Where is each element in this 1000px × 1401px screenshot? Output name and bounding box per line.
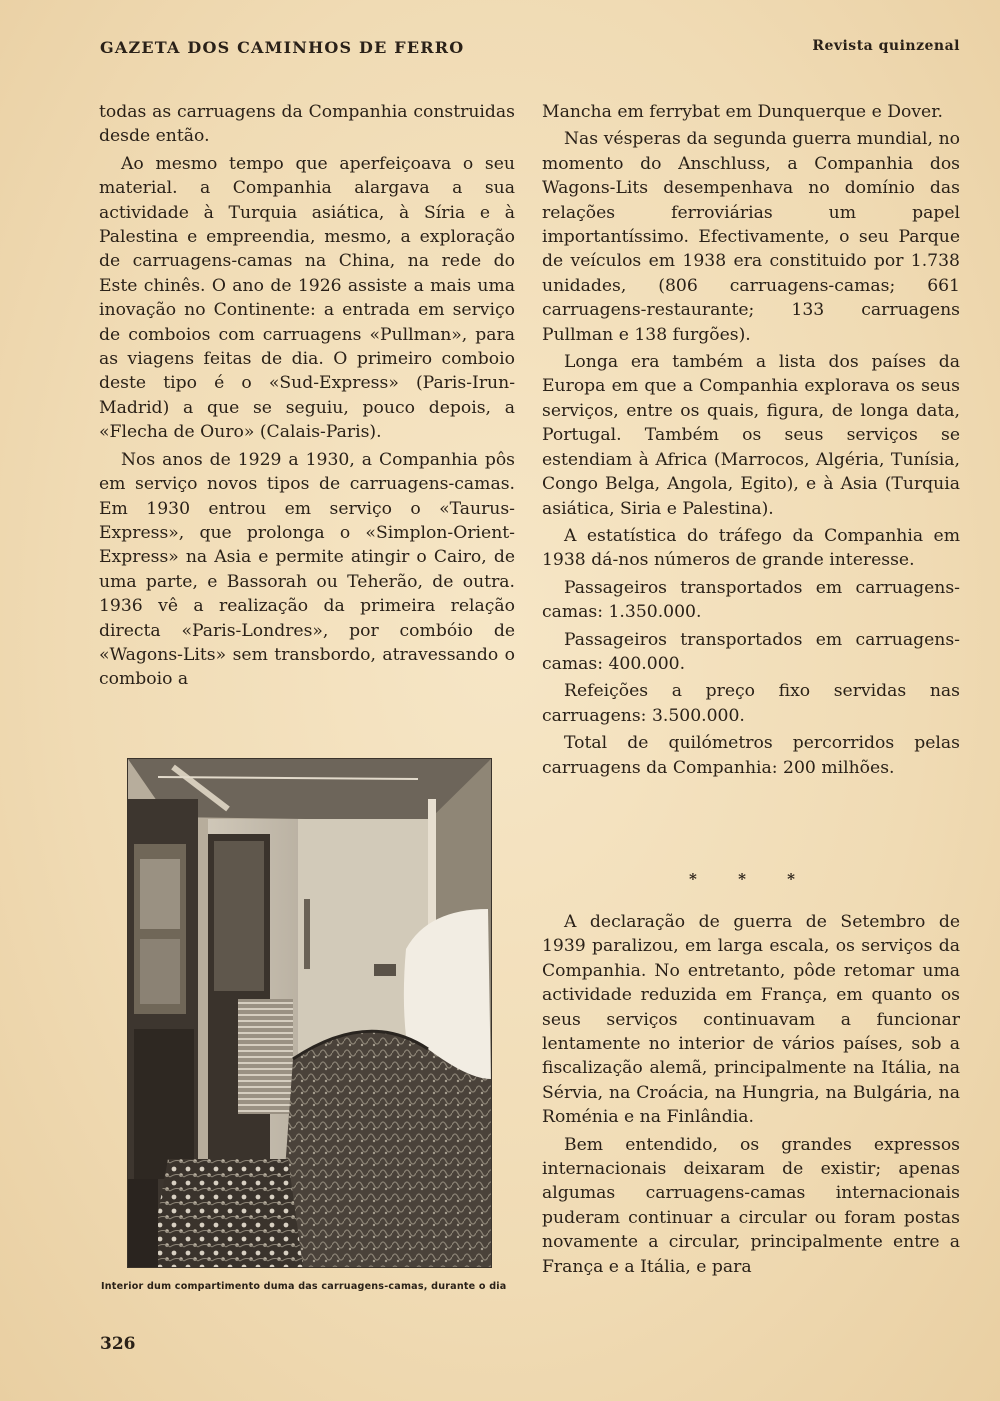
paragraph: Nos anos de 1929 a 1930, a Companhia pôs em serviço novos tipos de carruagens-camas. Em 1930 entrou em serviço o «Taurus-Express», que prolonga o «Simplon-Orient-Express» na Asia e permite atingir o Cairo, de uma parte, e Bassorah ou Teherão, de outra. 1936 vê a realização da primeira relação directa «Paris-Londres», por combóio de «Wagons-Lits» sem transbordo, atravessando o comboio a [99, 449, 515, 690]
paragraph: Passageiros transportados em carruagens-camas: 1.350.000. [542, 577, 960, 623]
paragraph: todas as carruagens da Companhia construidas desde então. [99, 102, 515, 147]
paragraph: Nas vésperas da segunda guerra mundial, no momento do Anschluss, a Companhia dos Wagons-Lits desempenhava no domínio das relações ferroviárias um papel importantíssimo. Efectivamente, o seu Parque de veículos em 1938 era constituido por 1.738 unidades, (806 carruagens-camas; 661 carruagens-restaurante; 133 carruagens Pullman e 138 furgões). [542, 129, 960, 345]
paragraph: Refeições a preço fixo servidas nas carruagens: 3.500.000. [542, 681, 960, 726]
page-header [100, 38, 960, 62]
paragraph: Bem entendido, os grandes expressos internacionais deixaram de existir; apenas algumas carruagens-camas internacionais puderam continuar a circular ou foram postas novamente a circular, principalmente entre a França e a Itália, e para [542, 1134, 960, 1277]
paragraph: Total de quilómetros percorridos pelas carruagens da Companhia: 200 milhões. [542, 733, 960, 778]
journal-subtitle: Revista quinzenal [812, 38, 960, 54]
right-column [542, 100, 960, 783]
paragraph: Ao mesmo tempo que aperfeiçoava o seu material. a Companhia alargava a sua actividade à Turquia asiática, à Síria e à Palestina e empreendia, mesmo, a exploração de carruagens-camas na China, na rede do Este chinês. O ano de 1926 assiste a mais uma inovação no Continente: a entrada em serviço de comboios com carruagens «Pullman», para as viagens feitas de dia. O primeiro comboio deste tipo é o «Sud-Express» (Paris-Irun-Madrid) a que se seguiu, pouco depois, a «Flecha de Ouro» (Calais-Paris). [99, 153, 515, 443]
sleeping-car-interior-image [128, 759, 491, 1267]
paragraph: A estatística do tráfego da Companhia em 1938 dá-nos números de grande interesse. [542, 525, 960, 571]
section-separator: * * * [689, 870, 813, 888]
paragraph: Mancha em ferrybat em Dunquerque e Dover. [542, 102, 944, 122]
left-column [99, 100, 515, 695]
paragraph: Longa era também a lista dos países da Europa em que a Companhia explorava os seus serviços, entre os quais, figura, de longa data, Portugal. Também os seus serviços se estendiam à Africa (Marrocos, Algéria, Tunísia, Congo Belga, Angola, Egito), e à Asia (Turquia asiática, Siria e Palestina). [542, 352, 960, 519]
paragraph: Passageiros transportados em carruagens-camas: 400.000. [542, 629, 960, 674]
right-column-continued [542, 910, 960, 1282]
photo-caption: Interior dum compartimento duma das carruagens-camas, durante o dia [101, 1281, 507, 1292]
paragraph: A declaração de guerra de Setembro de 1939 paralizou, em larga escala, os serviços da Companhia. No entretanto, pôde retomar uma actividade reduzida em França, em quanto os seus serviços continuavam a funcionar lentamente no interior de vários países, sob a fiscalização alemã, principalmente na Itália, na Sérvia, na Croácia, na Hungria, na Bulgária, na Roménia e na Finlândia. [542, 912, 960, 1128]
journal-title: GAZETA DOS CAMINHOS DE FERRO [100, 38, 465, 57]
page-number: 326 [100, 1334, 136, 1354]
compartment-photo [127, 758, 492, 1268]
